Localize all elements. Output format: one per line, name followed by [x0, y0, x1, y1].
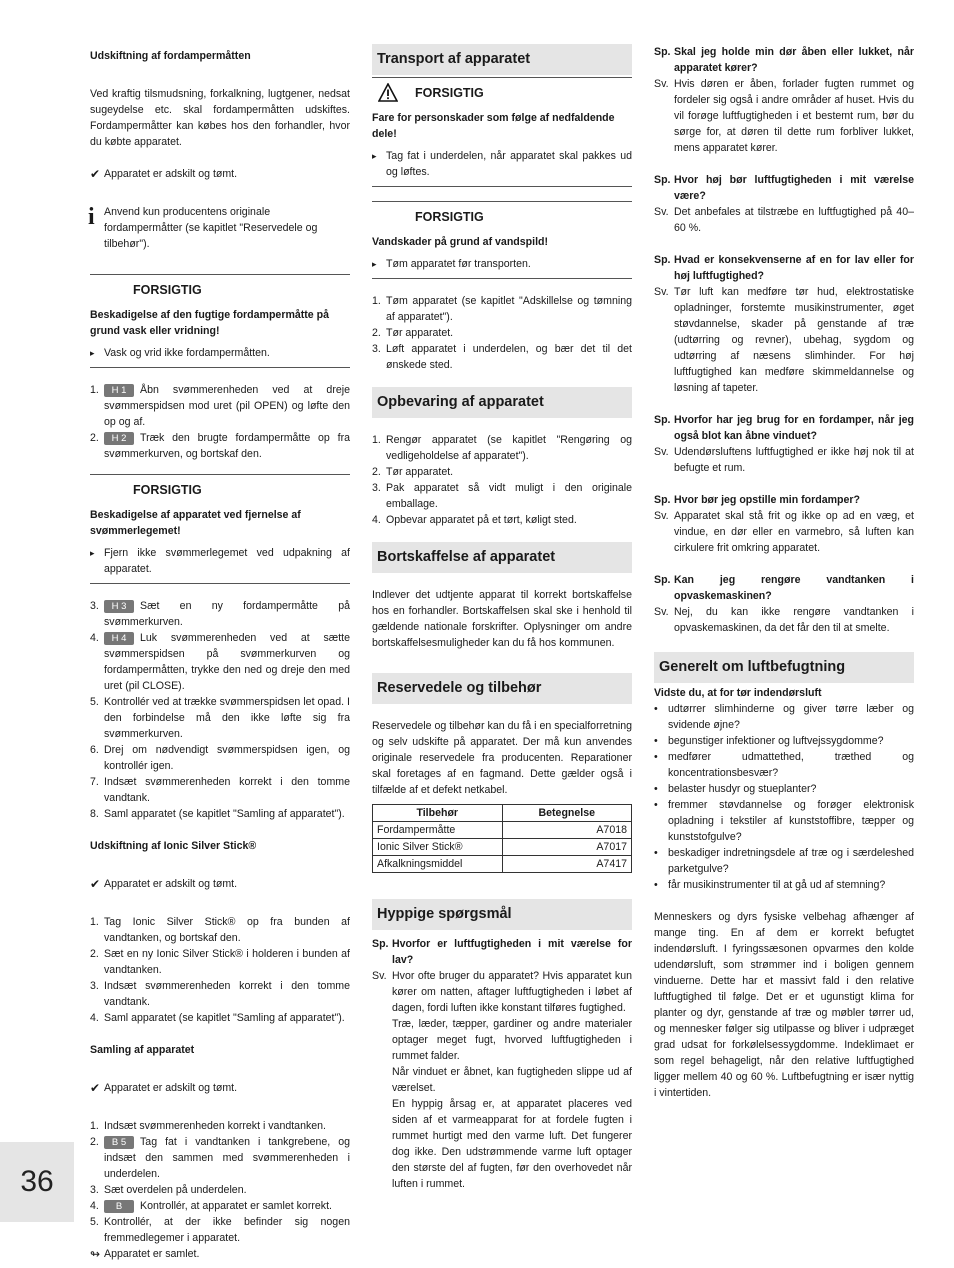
- question-label: Sp.: [654, 414, 671, 426]
- step-number: 2.: [90, 948, 99, 960]
- info-icon: i: [88, 204, 95, 230]
- faq-list: [654, 44, 914, 636]
- did-you-know-heading: Vidste du, at for tør indendørsluft: [654, 687, 822, 699]
- answer-label: Sv.: [654, 606, 669, 618]
- faq-answer: [654, 284, 914, 396]
- step-number: 4.: [372, 514, 381, 526]
- list-item: • får musikinstrumenter til at gå ud af stemning?: [654, 877, 914, 893]
- table-cell: Afkalkningsmiddel: [373, 856, 503, 873]
- page-number: 36: [0, 1142, 74, 1222]
- column-right: [654, 44, 914, 1117]
- step-text: Kontrollér, at apparatet er samlet korrekt.: [140, 1200, 332, 1212]
- warning-subtitle: Fare for personskader som følge af nedfaldende dele!: [372, 112, 615, 140]
- list-item: • begunstiger infektioner og luftvejssygdomme?: [654, 733, 914, 749]
- table-row: [373, 856, 632, 873]
- question-label: Sp.: [654, 574, 671, 586]
- step-number: 4.: [90, 1012, 99, 1024]
- warning-subtitle: Beskadigelse af apparatet ved fjernelse af svømmerlegemet!: [90, 509, 301, 537]
- table-cell: A7417: [502, 856, 632, 873]
- step-text: Sæt en ny fordampermåtte på svømmerkurven.: [104, 600, 350, 628]
- column-middle: [372, 44, 632, 1208]
- table-header: Betegnelse: [502, 805, 632, 822]
- step-text: Kontrollér ved at trække svømmerspidsen let opad. I den forbindelse må den ikke løfte sig fra svømmerkurven.: [104, 696, 350, 740]
- step-number: 1.: [90, 916, 99, 928]
- step-number: 1.: [90, 1120, 99, 1132]
- figure-ref-badge: H 4: [104, 632, 134, 645]
- step-text: Luk svømmerenheden ved at sætte svømmerspidsen på svømmerkurven og fordampermåtten, trykke den ned og dreje den med uret (pil CLOSE).: [104, 632, 350, 692]
- table-row: [373, 822, 632, 839]
- step-number: 3.: [90, 1184, 99, 1196]
- warning-bullet: ▸ Vask og vrid ikke fordampermåtten.: [90, 345, 350, 361]
- question-text: Hvor bør jeg opstille min fordamper?: [674, 494, 861, 506]
- step-item: [372, 464, 632, 480]
- answer-label: Sv.: [654, 206, 669, 218]
- step-number: 3.: [372, 482, 381, 494]
- section-faq: Hyppige spørgsmål: [372, 899, 632, 930]
- table-cell: A7017: [502, 839, 632, 856]
- paragraph-final: Menneskers og dyrs fysiske velbehag afhænger af mange ting. En af dem er korrekt befugtet indendørsluft. I fyringssæsonen opvarmes den kolde udendørsluft, som strømmer ind i boligen gennem vinduerne. Dette har et massivt fald i den relative luftfugtighed til følge. Det er et ugunstigt klima for planter og dyr, genstande af træ og møbler tørrer ud, og mennesker følger sig utilpasse og bliver i udpræget grad udsat for forkølelsessygdomme. Indeklimaet er som regel behageligt, når den relative luftfugtighed ligger mellem 40 og 60 %. Luftbefugtning er især nyttig i vintertiden.: [654, 911, 914, 1099]
- table-cell: Ionic Silver Stick®: [373, 839, 503, 856]
- step-text: Pak apparatet så vidt muligt i den originale emballage.: [386, 482, 632, 510]
- section-disposal: Bortskaffelse af apparatet: [372, 542, 632, 573]
- list-item: • beskadiger indretningsdele af træ og i særdeleshed parketgulve?: [654, 845, 914, 877]
- step-text: Rengør apparatet (se kapitlet "Rengøring og vedligeholdelse af apparatet").: [386, 434, 632, 462]
- faq-question: [654, 412, 914, 444]
- checkmark-icon: ✔: [90, 877, 101, 891]
- step-text: Drej om nødvendigt svømmerspidsen igen, og kontrollér igen.: [104, 744, 350, 772]
- result-arrow-icon: ↬: [90, 1247, 101, 1261]
- step-item: [90, 382, 350, 430]
- step-text: Tør apparatet.: [386, 327, 454, 339]
- step-number: 5.: [90, 696, 99, 708]
- question-label: Sp.: [654, 174, 671, 186]
- step-item: [90, 806, 350, 822]
- list-item: • fremmer støvdannelse og forøger elektronisk opladning i tekstiler af kunststoffibre, tæpper og kunststofgulve?: [654, 797, 914, 845]
- steps-list-c: [90, 914, 350, 1026]
- faq-question: [654, 252, 914, 284]
- step-item: [90, 694, 350, 742]
- steps-list-storage: [372, 432, 632, 528]
- warning-title: FORSIGTIG: [133, 283, 202, 297]
- step-item: [90, 1118, 350, 1134]
- step-text: Indsæt svømmerenheden korrekt i vandtanken.: [104, 1120, 326, 1132]
- warning-box-2: [90, 474, 350, 584]
- step-item: [372, 293, 632, 325]
- warning-box-4: [372, 201, 632, 279]
- warning-triangle-icon: [378, 83, 398, 103]
- faq-question: [654, 44, 914, 76]
- step-number: 2.: [372, 466, 381, 478]
- answer-paragraph: Træ, læder, tæpper, gardiner og andre materialer optager meget fugt, hvorved luftfugtigheden i rummet falder.: [392, 1018, 632, 1062]
- step-text: Opbevar apparatet på et tørt, køligt sted.: [386, 514, 577, 526]
- question-text: Kan jeg rengøre vandtanken i opvaskemaskinen?: [674, 574, 914, 602]
- step-number: 2.: [90, 1136, 99, 1148]
- step-item: [90, 630, 350, 694]
- heading-replace-filter: Udskiftning af fordampermåtten: [90, 50, 251, 62]
- step-text: Tør apparatet.: [386, 466, 454, 478]
- answer-label: Sv.: [654, 446, 669, 458]
- answer-paragraph: Hvor ofte bruger du apparatet? Hvis apparatet kun kører om natten, aftager luftfugtigheden i løbet af dagen, fordi luften ikke konstant tilføres fugtighed.: [392, 970, 632, 1014]
- section-general: Generelt om luftbefugtning: [654, 652, 914, 683]
- precondition-text: Apparatet er adskilt og tømt.: [104, 878, 238, 890]
- result-line: [90, 1246, 350, 1262]
- warning-title: [372, 82, 632, 104]
- step-item: [90, 978, 350, 1010]
- step-item: [372, 432, 632, 464]
- info-text: Anvend kun producentens originale fordampermåtter (se kapitlet "Reservedele og tilbehør").: [104, 206, 318, 250]
- step-item: [90, 430, 350, 462]
- paragraph-filter: Ved kraftig tilsmudsning, forkalkning, lugtgener, nedsat sugeydelse etc. skal fordampermåtten udskiftes. Fordampermåtter kan købes hos den forhandler, hvor du købte apparatet.: [90, 88, 350, 148]
- section-spare-parts: Reservedele og tilbehør: [372, 673, 632, 704]
- warning-box-1: [90, 274, 350, 368]
- faq-answer: [654, 604, 914, 636]
- figure-ref-badge: B 5: [104, 1136, 134, 1149]
- question-label: Sp.: [372, 938, 389, 950]
- list-item: • udtørrer slimhinderne og giver tørre læber og svidende øjne?: [654, 701, 914, 733]
- step-item: [372, 512, 632, 528]
- warning-title-text: FORSIGTIG: [415, 86, 484, 100]
- steps-list-d: [90, 1118, 350, 1246]
- table-cell: Fordampermåtte: [373, 822, 503, 839]
- figure-ref-badge: H 2: [104, 432, 134, 445]
- warning-bullet: ▸ Tøm apparatet før transporten.: [372, 256, 632, 272]
- faq-answer: [372, 968, 632, 1192]
- steps-list-b: [90, 598, 350, 822]
- section-storage: Opbevaring af apparatet: [372, 387, 632, 418]
- faq-question: [654, 572, 914, 604]
- answer-text: Udendørsluftens luftfugtighed er ikke høj nok til at befugte et rum.: [674, 446, 914, 474]
- section-transport: Transport af apparatet: [372, 44, 632, 75]
- faq-question: [654, 492, 914, 508]
- answer-paragraph: Når vinduet er åbnet, kan fugtigheden slippe ud af værelset.: [392, 1066, 632, 1094]
- step-number: 4.: [90, 632, 99, 644]
- step-number: 8.: [90, 808, 99, 820]
- question-text: Skal jeg holde min dør åben eller lukket, når apparatet kører?: [674, 46, 914, 74]
- question-label: Sp.: [654, 494, 671, 506]
- step-item: [372, 325, 632, 341]
- step-item: [372, 480, 632, 512]
- step-item: [90, 742, 350, 774]
- answer-label: Sv.: [372, 970, 387, 982]
- steps-list-a: [90, 382, 350, 462]
- question-text: Hvad er konsekvenserne af en for lav eller for høj luftfugtighed?: [674, 254, 914, 282]
- step-text: Indsæt svømmerenheden korrekt i den tomme vandtank.: [104, 980, 350, 1008]
- table-row: [373, 839, 632, 856]
- warning-subtitle: Beskadigelse af den fugtige fordampermåtte på grund vask eller vridning!: [90, 309, 330, 337]
- question-text: Hvorfor har jeg brug for en fordamper, når jeg også blot kan åbne vinduet?: [674, 414, 914, 442]
- figure-ref-badge: B: [104, 1200, 134, 1213]
- heading-assembly: Samling af apparatet: [90, 1044, 195, 1056]
- step-number: 6.: [90, 744, 99, 756]
- figure-ref-badge: H 1: [104, 384, 134, 397]
- warning-subtitle: Vandskader på grund af vandspild!: [372, 236, 549, 248]
- step-item: [90, 1198, 350, 1214]
- step-item: [90, 1010, 350, 1026]
- result-text: Apparatet er samlet.: [104, 1248, 200, 1260]
- step-text: Løft apparatet i underdelen, og bær det til det ønskede sted.: [386, 343, 632, 371]
- faq-question: [654, 172, 914, 204]
- precondition-2: [90, 876, 350, 892]
- step-item: [90, 598, 350, 630]
- answer-label: Sv.: [654, 78, 669, 90]
- step-number: 7.: [90, 776, 99, 788]
- heading-ionic-stick: Udskiftning af Ionic Silver Stick®: [90, 840, 257, 852]
- answer-text: Det anbefales at tilstræbe en luftfugtighed på 40–60 %.: [674, 206, 914, 234]
- list-item: • medfører udmattethed, træthed og koncentrationsbesvær?: [654, 749, 914, 781]
- faq-question: [372, 936, 632, 968]
- list-item: • belaster husdyr og stueplanter?: [654, 781, 914, 797]
- steps-list-transport: [372, 293, 632, 373]
- answer-label: Sv.: [654, 510, 669, 522]
- step-number: 1.: [372, 295, 381, 307]
- precondition-1: [90, 166, 350, 182]
- step-text: Tøm apparatet (se kapitlet "Adskillelse og tømning af apparatet").: [386, 295, 632, 323]
- faq-answer: [654, 508, 914, 556]
- answer-text: Nej, du kan ikke rengøre vandtanken i opvaskemaskinen, da det får den til at smelte.: [674, 606, 914, 634]
- step-item: [90, 1182, 350, 1198]
- faq-answer: [654, 204, 914, 236]
- step-item: [90, 1134, 350, 1182]
- step-number: 3.: [372, 343, 381, 355]
- table-cell: A7018: [502, 822, 632, 839]
- answer-label: Sv.: [654, 286, 669, 298]
- column-left: [90, 44, 350, 1262]
- step-text: Saml apparatet (se kapitlet "Samling af apparatet").: [104, 808, 345, 820]
- answer-text: Apparatet skal stå frit og ikke op ad en væg, et vindue, en dør eller en varmebro, så luften kan cirkulere frit omkring apparatet.: [674, 510, 914, 554]
- warning-box-3: [372, 77, 632, 187]
- step-text: Tag fat i vandtanken i tankgrebene, og indsæt den sammen med svømmerenheden i underdelen.: [104, 1136, 350, 1180]
- precondition-3: [90, 1080, 350, 1096]
- step-item: [90, 774, 350, 806]
- step-number: 3.: [90, 980, 99, 992]
- step-text: Saml apparatet (se kapitlet "Samling af apparatet").: [104, 1012, 345, 1024]
- info-note: [90, 204, 350, 252]
- answer-text: Hvis døren er åben, forlader fugten rummet og fordeler sig også i andre områder af huset. Hvis du vil forøge luftfugtigheden i et bestemt rum, bør du sørge for, at døren til dette rum forbliver lukket, mens apparatet kører.: [674, 78, 914, 154]
- question-label: Sp.: [654, 254, 671, 266]
- faq-answer: [654, 444, 914, 476]
- step-text: Sæt overdelen på underdelen.: [104, 1184, 247, 1196]
- answer-text: Tør luft kan medføre tør hud, elektrostatiske opladninger, forstemte musikinstrumenter, øget støvdannelse, skader på genstande af træ (udtørring og revner), ubehag, sygdom og udtørring af næsens slimhinder. For høj luftfugtighed kan medføre skimmeldannelse og løsning af tapeter.: [674, 286, 914, 394]
- spare-parts-table: [372, 804, 632, 873]
- warning-title: FORSIGTIG: [415, 210, 484, 224]
- figure-ref-badge: H 3: [104, 600, 134, 613]
- warning-title: FORSIGTIG: [133, 483, 202, 497]
- question-text: Hvor høj bør luftfugtigheden i mit værelse være?: [674, 174, 914, 202]
- step-text: Træk den brugte fordampermåtte op fra svømmerkurven, og bortskaf den.: [104, 432, 350, 460]
- question-label: Sp.: [654, 46, 671, 58]
- checkmark-icon: ✔: [90, 167, 101, 181]
- step-text: Åbn svømmerenheden ved at dreje svømmerspidsen mod uret (pil OPEN) og løfte den op og af.: [104, 384, 350, 428]
- warning-bullet: ▸ Fjern ikke svømmerlegemet ved udpakning af apparatet.: [90, 545, 350, 577]
- table-header: Tilbehør: [373, 805, 503, 822]
- precondition-text: Apparatet er adskilt og tømt.: [104, 168, 238, 180]
- step-text: Indsæt svømmerenheden korrekt i den tomme vandtank.: [104, 776, 350, 804]
- step-item: [90, 1214, 350, 1246]
- precondition-text: Apparatet er adskilt og tømt.: [104, 1082, 238, 1094]
- step-number: 3.: [90, 600, 99, 612]
- step-number: 2.: [90, 432, 99, 444]
- paragraph-spare-parts: Reservedele og tilbehør kan du få i en specialforretning og selv udskifte på apparatet. Der må kun anvendes originale reservedele fra producenten. Reparationer skal foretages af en fagmand. Dette gælder også i tilfælde af et defekt netkabel.: [372, 720, 632, 796]
- question-text: Hvorfor er luftfugtigheden i mit værelse for lav?: [392, 938, 632, 966]
- step-item: [372, 341, 632, 373]
- checkmark-icon: ✔: [90, 1081, 101, 1095]
- step-number: 1.: [90, 384, 99, 396]
- step-number: 1.: [372, 434, 381, 446]
- step-number: 5.: [90, 1216, 99, 1228]
- step-number: 2.: [372, 327, 381, 339]
- step-text: Sæt en ny Ionic Silver Stick® i holderen i bunden af vandtanken.: [104, 948, 350, 976]
- paragraph-disposal: Indlever det udtjente apparat til korrekt bortskaffelse hos en forhandler. Bortskaffelsen skal ske i henhold til gældende nationale forskrifter. Oplysninger om andre bortskaffelsesmuligheder kan du få hos kommunen.: [372, 589, 632, 649]
- step-text: Tag Ionic Silver Stick® op fra bunden af vandtanken, og bortskaf den.: [104, 916, 350, 944]
- step-item: [90, 914, 350, 946]
- warning-bullet: ▸ Tag fat i underdelen, når apparatet skal pakkes ud og løftes.: [372, 148, 632, 180]
- faq-answer: [654, 76, 914, 156]
- answer-paragraph: En hyppig årsag er, at apparatet placeres ved siden af et varmeapparat for at fordele fugten i rummet hurtigt med den varme luft. Det fungerer dog ikke. Den udstrømmende varme luft optager den største del af fugten, før den overhovedet når luften i rummet.: [392, 1098, 632, 1190]
- bullet-list: [654, 701, 914, 893]
- step-number: 4.: [90, 1200, 99, 1212]
- step-item: [90, 946, 350, 978]
- step-text: Kontrollér, at der ikke befinder sig nogen fremmedlegemer i apparatet.: [104, 1216, 350, 1244]
